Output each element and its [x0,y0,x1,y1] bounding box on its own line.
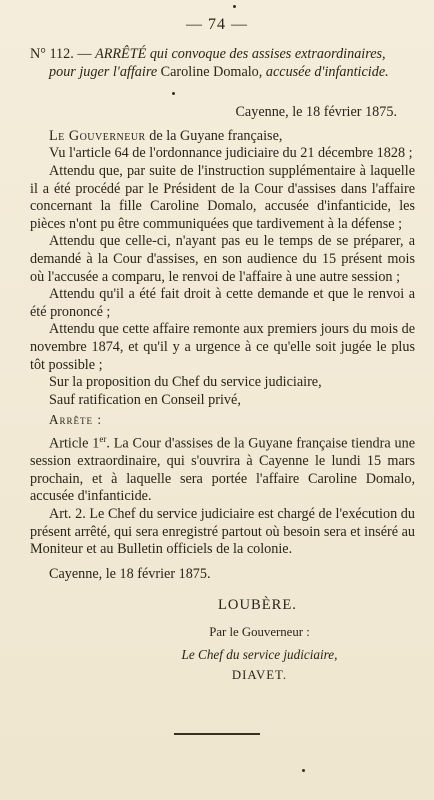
page-number: — 74 — [186,16,248,33]
heading-accused-name: Caroline Domalo [160,63,259,80]
article-2-text: . Le Chef du service judiciaire est chargé de l'exécution du présent arrêté, qui sera enregistré partout où besoin sera et inséré au Moniteur et au Bulletin officiels de la colonie. [30,505,415,558]
signature-governor: LOUBÈRE. [218,597,297,614]
ink-speck [302,769,305,772]
considerant-7: Sauf ratification en Conseil privé, [49,391,241,408]
dateline: Cayenne, le 18 février 1875. [235,104,397,121]
article-1-label: Article 1 [49,435,100,452]
considerant-5: Attendu que cette affaire remonte aux premiers jours du mois de novembre 1874, et qu'il y a urgence à ce qu'elle soit jugée le plus tôt possible ; [30,321,415,373]
article-2-label: Art. 2 [49,505,83,522]
considerant-1: Vu l'article 64 de l'ordonnance judiciaire du 21 décembre 1828 ; [49,145,413,162]
considerant-4: Attendu qu'il a été fait droit à cette demande et que le renvoi a été prononcé ; [30,286,415,320]
closing-date: Cayenne, le 18 février 1875. [49,565,211,582]
considerant-2: Attendu que, par suite de l'instruction supplémentaire à laquelle il a été procédé par le Président de la Cour d'assises dans l'affaire concernant la fille Caroline Domalo, accusée d'infanticide, les pièces n'ont pu être communiquées que tardivement à la défense ; [30,162,415,232]
considerant-3: Attendu que celle-ci, n'ayant pas eu le temps de se préparer, a demandé à la Cour d'assises, en son audience du 15 présent mois où l'accusée a comparu, le renvoi de l'affaire à une autre session ; [30,233,415,285]
article-1 [30,431,415,506]
heading-dash: — [73,46,96,62]
document-body [30,46,415,685]
heading-title-a: ARRÊTÉ qui convoque des assises extraordinaires, [95,46,386,62]
arrete-label: Arrête : [49,412,102,428]
article-1-sup: er [99,433,107,444]
preamble-label: Le Gouverneur [49,127,146,144]
article-2 [30,506,415,559]
decree-heading [30,46,415,81]
signature-name: DIAVET. [231,668,288,683]
decree-number: N° 112. [30,46,74,62]
preamble-rest: de la Guyane française, [145,127,283,144]
signature-par-le: Par le Gouverneur : [209,624,310,639]
signature-role [30,646,415,664]
preamble [30,128,415,146]
ink-speck [172,92,175,95]
closing-rule [174,733,260,735]
article-1-text: . La Cour d'assises de la Guyane française tiendra une session extraordinaire, qui s'ouvrira à Cayenne le lundi 15 mars prochain, et à laquelle sera portée l'affaire Caroline Domalo, accusée d'infanticide. [30,435,415,505]
ink-speck [233,5,236,8]
signature-role-text: Le Chef du service judiciaire, [181,646,338,662]
heading-title-b: pour juger l'affaire [49,63,161,80]
considerant-6: Sur la proposition du Chef du service judiciaire, [49,374,322,391]
heading-title-c: , accusée d'infanticide. [258,63,389,80]
